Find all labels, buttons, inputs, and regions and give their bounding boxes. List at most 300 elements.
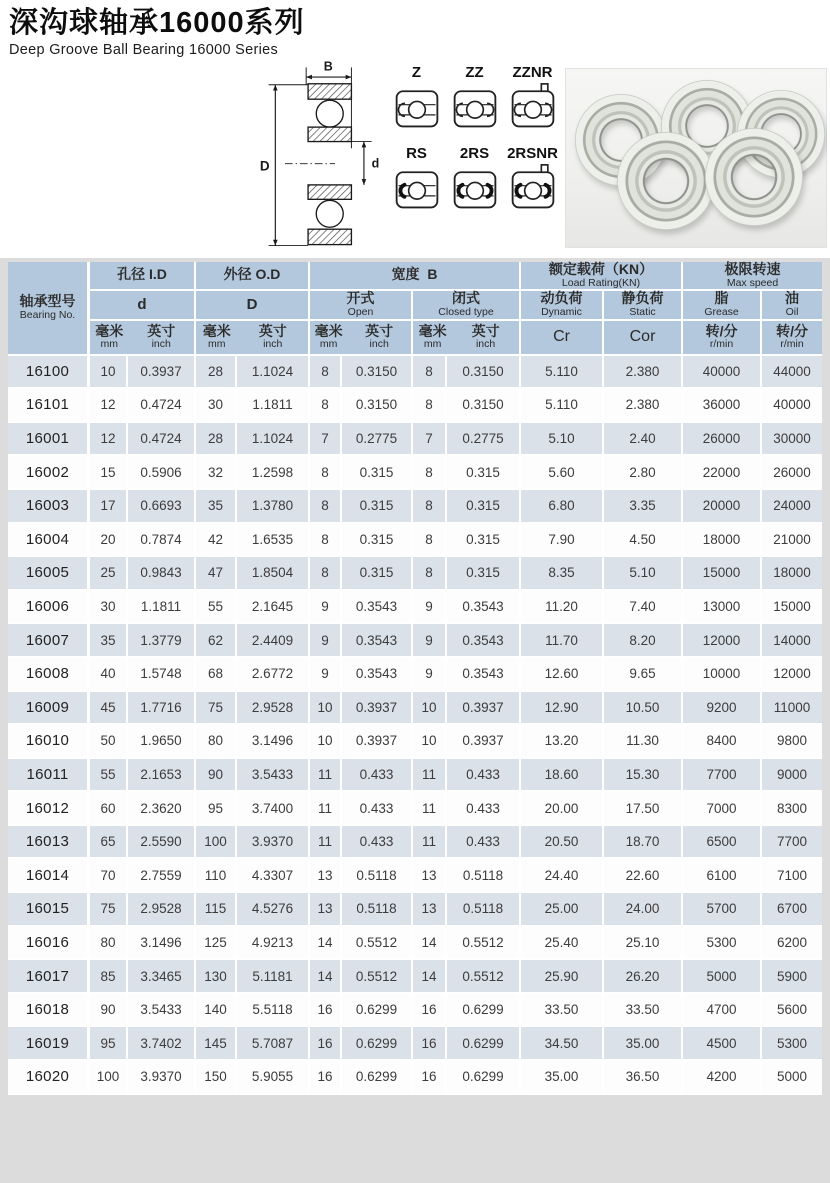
header-width-zh: 宽度 B <box>391 266 438 283</box>
value-cell: 0.5512 <box>342 927 413 961</box>
value-cell: 0.3937 <box>128 356 196 390</box>
value-cell: 0.315 <box>447 557 521 591</box>
bearing-no-cell: 16019 <box>8 1027 90 1061</box>
value-cell: 35 <box>196 490 237 524</box>
bearing-no-cell: 16001 <box>8 423 90 457</box>
value-cell: 34.50 <box>521 1027 604 1061</box>
value-cell: 24000 <box>762 490 822 524</box>
value-cell: 1.1024 <box>237 423 310 457</box>
value-cell: 16 <box>413 1061 447 1095</box>
value-cell: 36.50 <box>604 1061 683 1095</box>
value-cell: 3.3465 <box>128 960 196 994</box>
header-grease-speed: 脂 Grease <box>683 291 762 321</box>
table-row <box>8 456 822 490</box>
table-row <box>8 624 822 658</box>
value-cell: 0.4724 <box>128 423 196 457</box>
value-cell: 9 <box>413 591 447 625</box>
header-units-bore: 毫米 mm 英寸 inch <box>90 321 196 356</box>
value-cell: 0.7874 <box>128 524 196 558</box>
value-cell: 3.9370 <box>128 1061 196 1095</box>
header-static-load: 静负荷 Static <box>604 291 683 321</box>
value-cell: 55 <box>90 759 128 793</box>
bearing-no-cell: 16003 <box>8 490 90 524</box>
value-cell: 5000 <box>683 960 762 994</box>
header-speed-zh: 极限转速 <box>724 260 781 277</box>
value-cell: 18000 <box>762 557 822 591</box>
value-cell: 0.4724 <box>128 389 196 423</box>
value-cell: 17 <box>90 490 128 524</box>
value-cell: 9 <box>310 658 342 692</box>
value-cell: 2.1645 <box>237 591 310 625</box>
value-cell: 0.6299 <box>342 1061 413 1095</box>
table-row <box>8 490 822 524</box>
value-cell: 0.315 <box>447 490 521 524</box>
value-cell: 16 <box>310 994 342 1028</box>
value-cell: 0.2775 <box>342 423 413 457</box>
table-row <box>8 859 822 893</box>
value-cell: 9 <box>310 591 342 625</box>
value-cell: 0.6299 <box>342 994 413 1028</box>
value-cell: 75 <box>196 692 237 726</box>
value-cell: 70 <box>90 859 128 893</box>
value-cell: 30000 <box>762 423 822 457</box>
value-cell: 95 <box>90 1027 128 1061</box>
value-cell: 0.315 <box>342 557 413 591</box>
value-cell: 32 <box>196 456 237 490</box>
bearing-ring <box>617 132 715 230</box>
value-cell: 5.10 <box>521 423 604 457</box>
table-row <box>8 927 822 961</box>
bearing-no-cell: 16016 <box>8 927 90 961</box>
value-cell: 20.00 <box>521 792 604 826</box>
header-bore-symbol: d <box>90 291 196 321</box>
value-cell: 8400 <box>683 725 762 759</box>
value-cell: 26000 <box>762 456 822 490</box>
value-cell: 25 <box>90 557 128 591</box>
value-cell: 7 <box>310 423 342 457</box>
value-cell: 0.5118 <box>342 859 413 893</box>
value-cell: 26.20 <box>604 960 683 994</box>
bearing-variant-icon-zznr <box>505 82 561 132</box>
header-load-group <box>521 262 683 291</box>
value-cell: 8 <box>310 524 342 558</box>
header-speed-group <box>683 262 822 291</box>
value-cell: 5.110 <box>521 356 604 390</box>
value-cell: 60 <box>90 792 128 826</box>
value-cell: 20 <box>90 524 128 558</box>
bearing-no-cell: 16002 <box>8 456 90 490</box>
value-cell: 9 <box>310 624 342 658</box>
value-cell: 5.110 <box>521 389 604 423</box>
value-cell: 0.315 <box>342 456 413 490</box>
table-row <box>8 792 822 826</box>
value-cell: 9.65 <box>604 658 683 692</box>
header-load-en: Load Rating(KN) <box>561 276 641 289</box>
header-load-zh: 额定载荷（KN） <box>548 260 654 277</box>
value-cell: 95 <box>196 792 237 826</box>
value-cell: 75 <box>90 893 128 927</box>
value-cell: 68 <box>196 658 237 692</box>
value-cell: 0.433 <box>342 826 413 860</box>
value-cell: 6100 <box>683 859 762 893</box>
value-cell: 140 <box>196 994 237 1028</box>
value-cell: 8 <box>413 524 447 558</box>
bearing-no-cell: 16013 <box>8 826 90 860</box>
header-outer-zh: 外径 O.D <box>223 266 281 283</box>
value-cell: 0.433 <box>342 792 413 826</box>
value-cell: 0.433 <box>447 792 521 826</box>
value-cell: 2.40 <box>604 423 683 457</box>
value-cell: 62 <box>196 624 237 658</box>
value-cell: 0.5906 <box>128 456 196 490</box>
variant-2rs <box>446 145 503 218</box>
value-cell: 2.6772 <box>237 658 310 692</box>
value-cell: 44000 <box>762 356 822 390</box>
value-cell: 13 <box>413 893 447 927</box>
bearing-no-cell: 16005 <box>8 557 90 591</box>
value-cell: 10000 <box>683 658 762 692</box>
bearing-no-cell: 16100 <box>8 356 90 390</box>
value-cell: 25.00 <box>521 893 604 927</box>
value-cell: 10 <box>413 725 447 759</box>
value-cell: 10 <box>413 692 447 726</box>
value-cell: 30 <box>90 591 128 625</box>
value-cell: 5.10 <box>604 557 683 591</box>
header-open-type: 开式 Open <box>310 291 413 321</box>
value-cell: 28 <box>196 356 237 390</box>
value-cell: 0.3937 <box>342 692 413 726</box>
bearing-no-cell: 16006 <box>8 591 90 625</box>
value-cell: 15000 <box>683 557 762 591</box>
value-cell: 55 <box>196 591 237 625</box>
dim-label-d: d <box>371 156 380 171</box>
value-cell: 11 <box>413 792 447 826</box>
value-cell: 18.60 <box>521 759 604 793</box>
value-cell: 9800 <box>762 725 822 759</box>
value-cell: 2.9528 <box>128 893 196 927</box>
value-cell: 14 <box>413 927 447 961</box>
header-closed-type: 闭式 Closed type <box>413 291 521 321</box>
value-cell: 9000 <box>762 759 822 793</box>
dim-label-B: B <box>323 59 333 74</box>
variant-icon-grid <box>388 64 561 218</box>
value-cell: 0.6299 <box>447 1061 521 1095</box>
header-grease-rpm: 转/分 r/min <box>683 321 762 356</box>
value-cell: 8 <box>413 490 447 524</box>
variant-label: ZZ <box>465 63 484 81</box>
value-cell: 25.40 <box>521 927 604 961</box>
value-cell: 145 <box>196 1027 237 1061</box>
value-cell: 0.6299 <box>342 1027 413 1061</box>
bearing-no-cell: 16011 <box>8 759 90 793</box>
value-cell: 3.5433 <box>128 994 196 1028</box>
value-cell: 0.433 <box>342 759 413 793</box>
value-cell: 100 <box>196 826 237 860</box>
value-cell: 80 <box>90 927 128 961</box>
table-row <box>8 692 822 726</box>
value-cell: 30 <box>196 389 237 423</box>
header-units-closed: 毫米 mm 英寸 inch <box>413 321 521 356</box>
value-cell: 28 <box>196 423 237 457</box>
dim-label-D: D <box>259 158 270 174</box>
value-cell: 2.5590 <box>128 826 196 860</box>
value-cell: 22.60 <box>604 859 683 893</box>
value-cell: 130 <box>196 960 237 994</box>
value-cell: 125 <box>196 927 237 961</box>
table-row <box>8 389 822 423</box>
value-cell: 8.35 <box>521 557 604 591</box>
value-cell: 1.3780 <box>237 490 310 524</box>
value-cell: 8 <box>310 356 342 390</box>
value-cell: 1.6535 <box>237 524 310 558</box>
table-row <box>8 893 822 927</box>
value-cell: 14 <box>310 927 342 961</box>
value-cell: 1.1811 <box>128 591 196 625</box>
value-cell: 1.3779 <box>128 624 196 658</box>
value-cell: 26000 <box>683 423 762 457</box>
value-cell: 12.60 <box>521 658 604 692</box>
value-cell: 22000 <box>683 456 762 490</box>
value-cell: 42 <box>196 524 237 558</box>
header-speed-en: Max speed <box>726 276 779 289</box>
value-cell: 2.80 <box>604 456 683 490</box>
value-cell: 11 <box>413 826 447 860</box>
value-cell: 1.8504 <box>237 557 310 591</box>
header-cr: Cr <box>521 321 604 356</box>
value-cell: 40000 <box>683 356 762 390</box>
value-cell: 11 <box>413 759 447 793</box>
value-cell: 2.380 <box>604 389 683 423</box>
table-row <box>8 994 822 1028</box>
value-cell: 0.3150 <box>447 356 521 390</box>
value-cell: 5700 <box>683 893 762 927</box>
value-cell: 0.3937 <box>342 725 413 759</box>
value-cell: 6500 <box>683 826 762 860</box>
value-cell: 0.5118 <box>447 859 521 893</box>
value-cell: 35.00 <box>521 1061 604 1095</box>
value-cell: 12000 <box>683 624 762 658</box>
value-cell: 90 <box>90 994 128 1028</box>
value-cell: 20000 <box>683 490 762 524</box>
value-cell: 16 <box>413 1027 447 1061</box>
value-cell: 150 <box>196 1061 237 1095</box>
variant-2rsnr <box>504 145 561 218</box>
value-cell: 11000 <box>762 692 822 726</box>
value-cell: 4.3307 <box>237 859 310 893</box>
bearing-no-cell: 16017 <box>8 960 90 994</box>
title-block <box>0 0 830 58</box>
value-cell: 15 <box>90 456 128 490</box>
value-cell: 45 <box>90 692 128 726</box>
value-cell: 0.3543 <box>342 624 413 658</box>
value-cell: 100 <box>90 1061 128 1095</box>
value-cell: 5600 <box>762 994 822 1028</box>
table-row <box>8 960 822 994</box>
value-cell: 13 <box>310 893 342 927</box>
header-dynamic-load: 动负荷 Dynamic <box>521 291 604 321</box>
value-cell: 0.6299 <box>447 1027 521 1061</box>
value-cell: 9200 <box>683 692 762 726</box>
value-cell: 0.3150 <box>342 389 413 423</box>
value-cell: 0.3937 <box>447 692 521 726</box>
value-cell: 11.70 <box>521 624 604 658</box>
figure-strip <box>0 58 830 258</box>
bearing-no-cell: 16018 <box>8 994 90 1028</box>
value-cell: 6200 <box>762 927 822 961</box>
header-oil-speed: 油 Oil <box>762 291 822 321</box>
value-cell: 0.315 <box>447 456 521 490</box>
value-cell: 5.9055 <box>237 1061 310 1095</box>
value-cell: 3.7400 <box>237 792 310 826</box>
table-row <box>8 725 822 759</box>
header-bore-group <box>90 262 196 291</box>
bearing-no-cell: 16101 <box>8 389 90 423</box>
value-cell: 0.5118 <box>447 893 521 927</box>
value-cell: 11.20 <box>521 591 604 625</box>
value-cell: 10.50 <box>604 692 683 726</box>
page-title: 深沟球轴承16000系列 <box>9 7 305 39</box>
value-cell: 4.9213 <box>237 927 310 961</box>
variant-label: 2RS <box>459 144 490 162</box>
bearing-cross-section-diagram <box>258 58 388 254</box>
value-cell: 3.7402 <box>128 1027 196 1061</box>
value-cell: 24.00 <box>604 893 683 927</box>
value-cell: 8 <box>413 389 447 423</box>
variant-label: Z <box>411 63 422 81</box>
header-bore-zh: 孔径 I.D <box>117 266 167 283</box>
value-cell: 5.1181 <box>237 960 310 994</box>
value-cell: 11.30 <box>604 725 683 759</box>
value-cell: 12 <box>90 389 128 423</box>
value-cell: 14 <box>310 960 342 994</box>
header-bearing-no-zh: 轴承型号 <box>19 293 76 310</box>
bearing-no-cell: 16012 <box>8 792 90 826</box>
value-cell: 1.7716 <box>128 692 196 726</box>
value-cell: 36000 <box>683 389 762 423</box>
value-cell: 8 <box>413 456 447 490</box>
header-units-open: 毫米 mm 英寸 inch <box>310 321 413 356</box>
table-row <box>8 557 822 591</box>
value-cell: 8 <box>413 356 447 390</box>
value-cell: 11 <box>310 759 342 793</box>
value-cell: 3.5433 <box>237 759 310 793</box>
variant-zznr <box>504 64 561 137</box>
value-cell: 0.3150 <box>342 356 413 390</box>
value-cell: 0.433 <box>447 826 521 860</box>
value-cell: 16 <box>310 1027 342 1061</box>
value-cell: 35.00 <box>604 1027 683 1061</box>
value-cell: 40 <box>90 658 128 692</box>
value-cell: 7.90 <box>521 524 604 558</box>
value-cell: 3.35 <box>604 490 683 524</box>
value-cell: 47 <box>196 557 237 591</box>
value-cell: 18.70 <box>604 826 683 860</box>
value-cell: 3.9370 <box>237 826 310 860</box>
value-cell: 13000 <box>683 591 762 625</box>
header-width-group <box>310 262 521 291</box>
header-units-outer: 毫米 mm 英寸 inch <box>196 321 310 356</box>
value-cell: 11 <box>310 792 342 826</box>
variant-label: RS <box>406 144 427 162</box>
value-cell: 8 <box>310 389 342 423</box>
bearing-photo <box>565 68 827 248</box>
bearing-spec-table <box>8 262 822 1095</box>
value-cell: 2.4409 <box>237 624 310 658</box>
header-cor: Cor <box>604 321 683 356</box>
value-cell: 0.5118 <box>342 893 413 927</box>
value-cell: 8 <box>413 557 447 591</box>
value-cell: 15000 <box>762 591 822 625</box>
bearing-no-cell: 16009 <box>8 692 90 726</box>
value-cell: 7 <box>413 423 447 457</box>
value-cell: 0.433 <box>447 759 521 793</box>
value-cell: 1.2598 <box>237 456 310 490</box>
bearing-ring <box>705 128 803 226</box>
value-cell: 9 <box>413 658 447 692</box>
value-cell: 4.5276 <box>237 893 310 927</box>
bearing-variant-icon-z <box>389 82 445 132</box>
value-cell: 1.9650 <box>128 725 196 759</box>
value-cell: 2.9528 <box>237 692 310 726</box>
value-cell: 0.5512 <box>447 960 521 994</box>
table-row <box>8 826 822 860</box>
value-cell: 7100 <box>762 859 822 893</box>
table-row <box>8 423 822 457</box>
variant-label: ZZNR <box>512 63 553 81</box>
value-cell: 13 <box>310 859 342 893</box>
header-outer-group <box>196 262 310 291</box>
bearing-variant-icon-2rsnr <box>505 163 561 213</box>
value-cell: 10 <box>90 356 128 390</box>
value-cell: 4500 <box>683 1027 762 1061</box>
value-cell: 10 <box>310 725 342 759</box>
value-cell: 35 <box>90 624 128 658</box>
value-cell: 90 <box>196 759 237 793</box>
value-cell: 115 <box>196 893 237 927</box>
value-cell: 50 <box>90 725 128 759</box>
value-cell: 8 <box>310 557 342 591</box>
value-cell: 110 <box>196 859 237 893</box>
value-cell: 6700 <box>762 893 822 927</box>
value-cell: 7.40 <box>604 591 683 625</box>
value-cell: 0.2775 <box>447 423 521 457</box>
value-cell: 17.50 <box>604 792 683 826</box>
value-cell: 0.3543 <box>447 658 521 692</box>
value-cell: 0.5512 <box>342 960 413 994</box>
value-cell: 12000 <box>762 658 822 692</box>
value-cell: 16 <box>413 994 447 1028</box>
value-cell: 14000 <box>762 624 822 658</box>
table-row <box>8 759 822 793</box>
bearing-no-cell: 16008 <box>8 658 90 692</box>
value-cell: 5.7087 <box>237 1027 310 1061</box>
header-oil-rpm: 转/分 r/min <box>762 321 822 356</box>
value-cell: 13.20 <box>521 725 604 759</box>
value-cell: 4.50 <box>604 524 683 558</box>
value-cell: 1.1024 <box>237 356 310 390</box>
value-cell: 24.40 <box>521 859 604 893</box>
value-cell: 5000 <box>762 1061 822 1095</box>
value-cell: 25.10 <box>604 927 683 961</box>
value-cell: 0.3150 <box>447 389 521 423</box>
value-cell: 0.3543 <box>342 658 413 692</box>
value-cell: 65 <box>90 826 128 860</box>
value-cell: 7000 <box>683 792 762 826</box>
bearing-no-cell: 16015 <box>8 893 90 927</box>
value-cell: 0.3543 <box>447 624 521 658</box>
value-cell: 2.3620 <box>128 792 196 826</box>
value-cell: 0.6693 <box>128 490 196 524</box>
